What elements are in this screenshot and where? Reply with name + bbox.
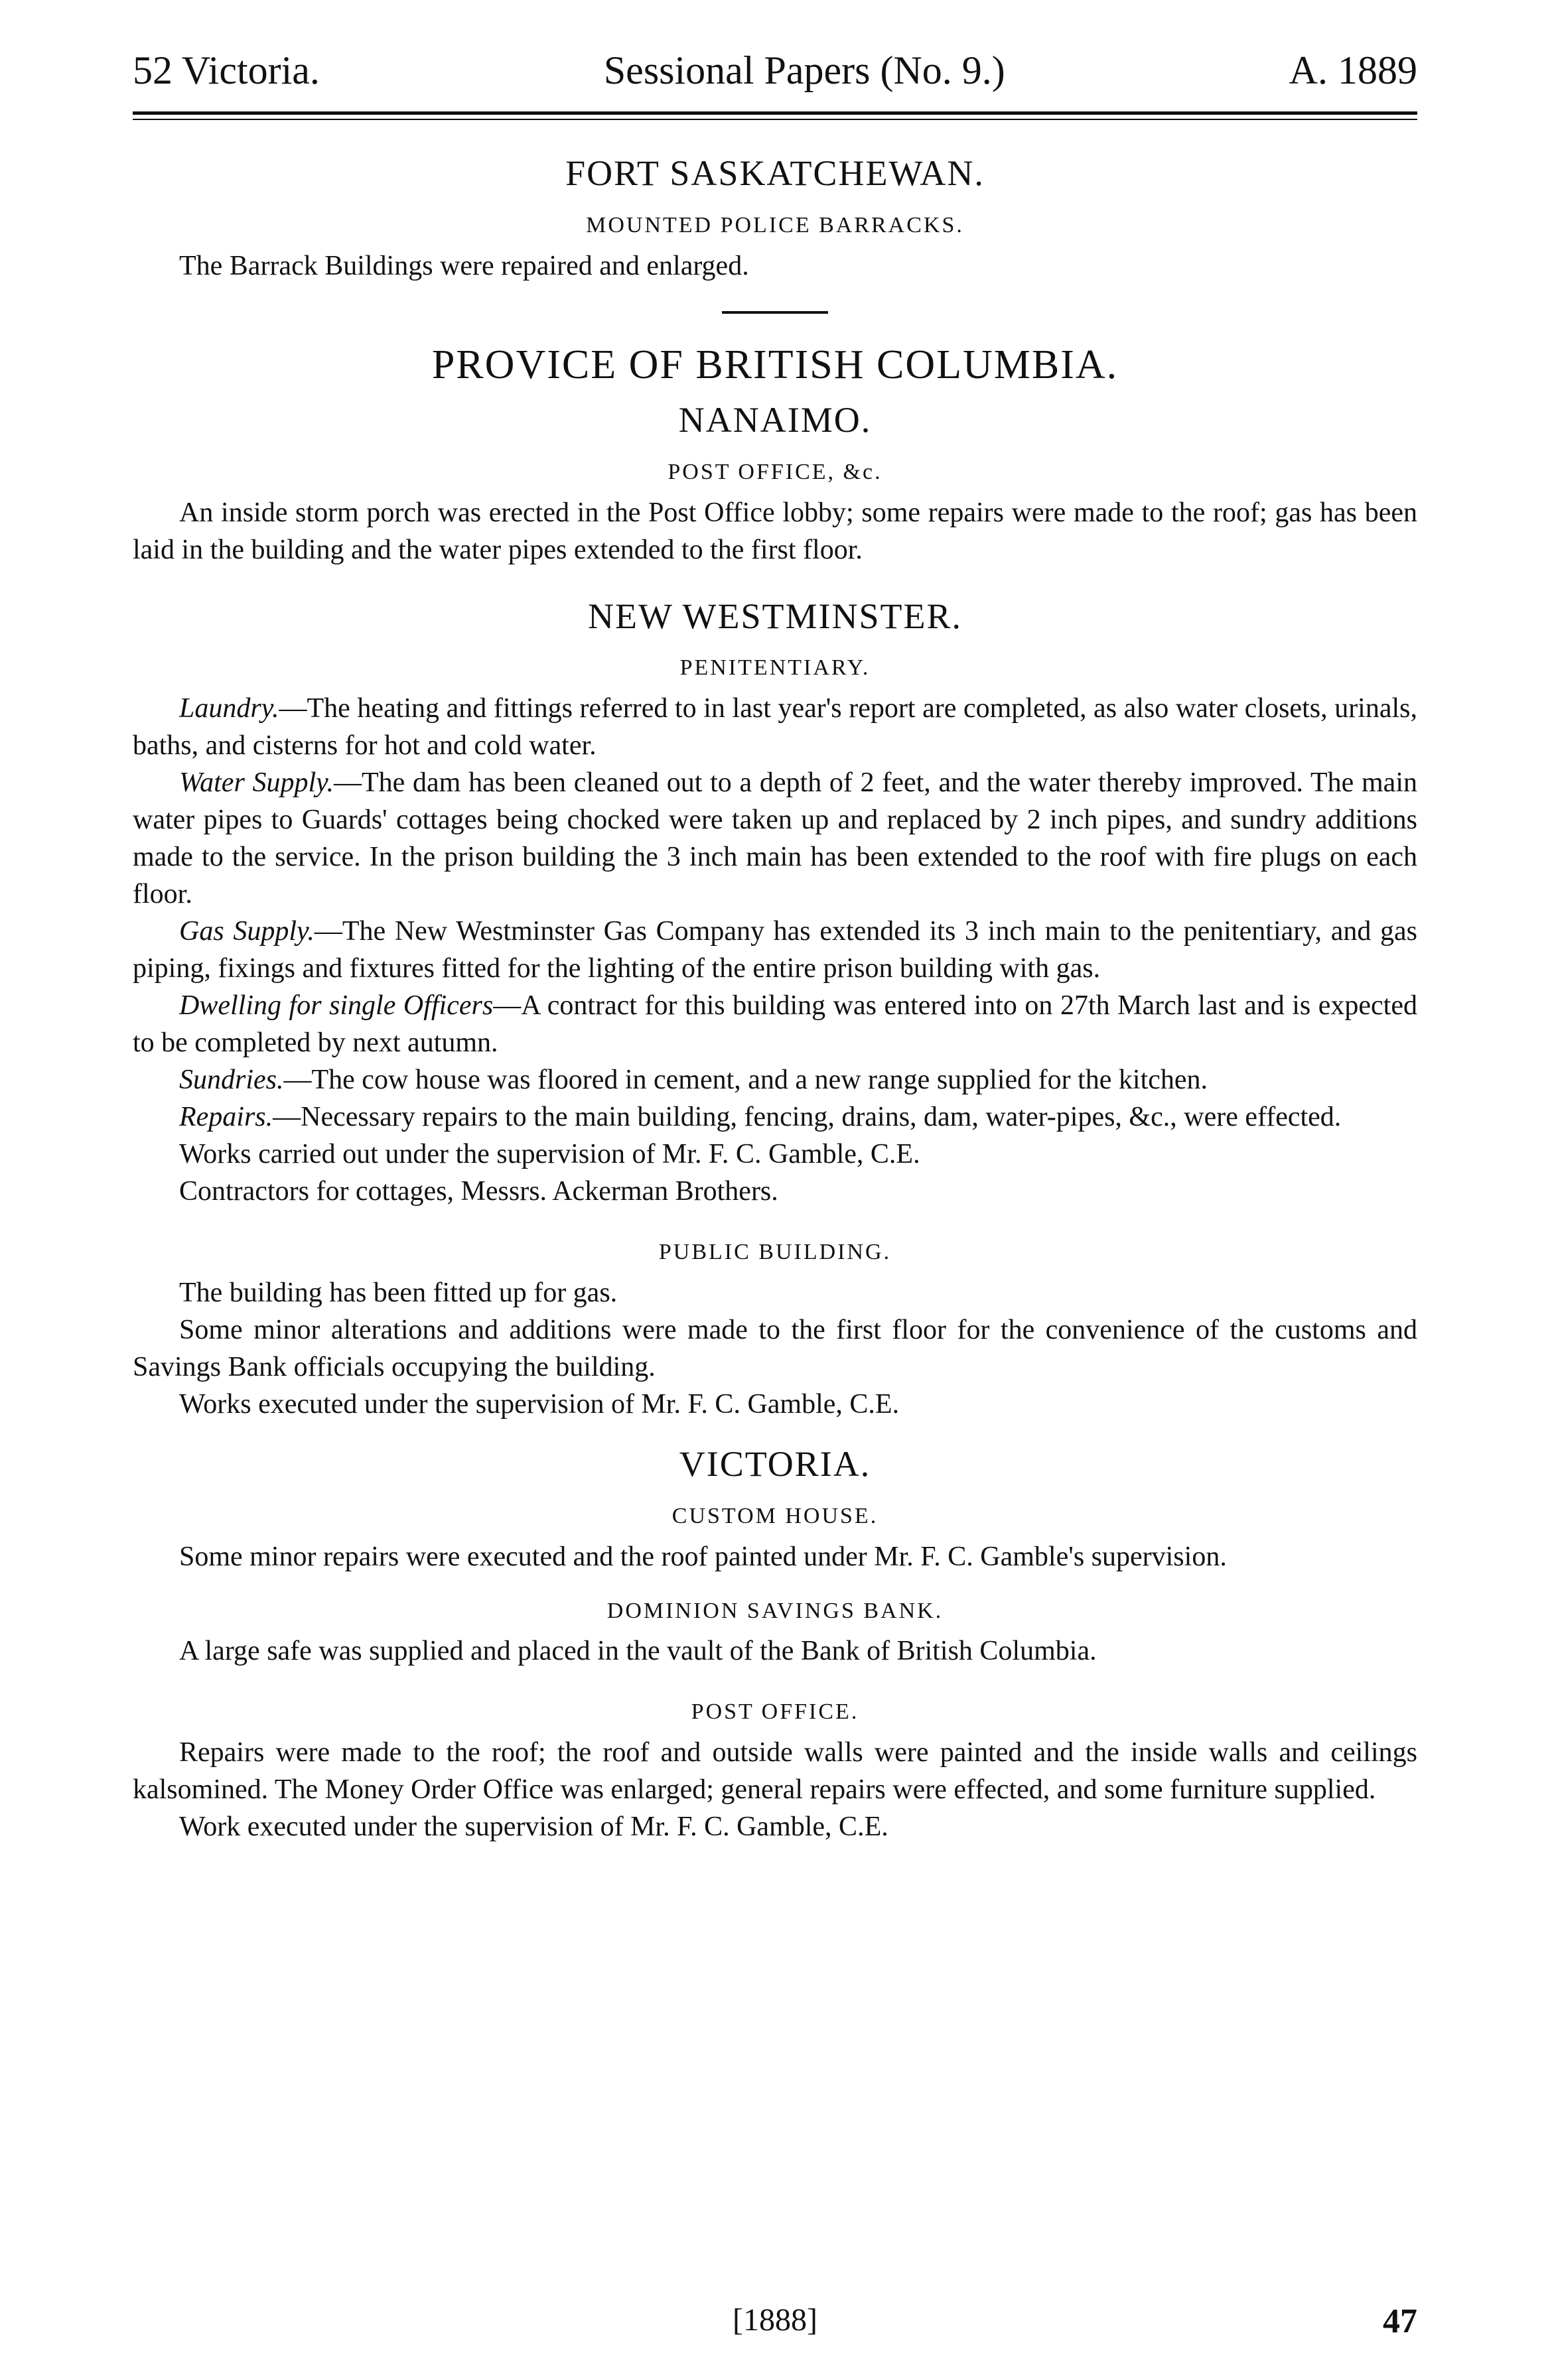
public-building-gas-paragraph: The building has been fitted up for gas.: [179, 1277, 618, 1308]
page-footer: [133, 2302, 1417, 2338]
victoria-post-office-heading: POST OFFICE.: [691, 1699, 859, 1725]
paragraph-lead: Sundries.: [179, 1065, 284, 1096]
paragraph-lead: Repairs.: [179, 1102, 273, 1133]
mounted-police-barracks-heading: MOUNTED POLICE BARRACKS.: [586, 212, 964, 237]
public-building-works-paragraph: Works executed under the supervision of Mr. F. C. Gamble, C.E.: [179, 1388, 900, 1420]
custom-house-heading: CUSTOM HOUSE.: [671, 1503, 879, 1528]
footer-year: [1888]: [733, 2302, 817, 2338]
fort-saskatchewan-text: The Barrack Buildings were repaired and enlarged.: [179, 250, 749, 281]
running-header: [133, 40, 1417, 94]
paragraph-lead: Laundry.: [179, 693, 279, 724]
header-double-rule: [133, 111, 1417, 120]
dwelling-paragraph: Dwelling for single Officers—A contract for this building was entered into on 27th March last and is expected to be completed by next autumn.: [133, 990, 1417, 1059]
savings-bank-heading: DOMINION SAVINGS BANK.: [606, 1598, 944, 1623]
water-supply-paragraph: Water Supply.—The dam has been cleaned out to a depth of 2 feet, and the water thereby improved. The main water pipes to Guards' cottages being chocked were taken up and replaced by 2 inch pipes, and sundry additions made to the service. In the prison building the 3 inch main has been extended to the roof with fire plugs on each floor.: [133, 767, 1417, 910]
sundries-paragraph: Sundries.—The cow house was floored in cement, and a new range supplied for the kitchen.: [179, 1065, 1208, 1096]
victoria-heading: VICTORIA.: [679, 1443, 871, 1484]
paragraph-lead: Dwelling for single Officers: [179, 990, 494, 1022]
header-sessional-papers: Sessional Papers (No. 9.): [603, 48, 1005, 92]
page-number: 47: [1383, 2302, 1417, 2340]
victoria-post-office-paragraph: Repairs were made to the roof; the roof and outside walls were painted and the inside walls and ceilings kalsomined. The Money Order Office was enlarged; general repairs were effected, and some furniture supplied.: [133, 1737, 1417, 1806]
victoria-post-office-works-paragraph: Work executed under the supervision of Mr. F. C. Gamble, C.E.: [179, 1812, 888, 1843]
fort-saskatchewan-heading: FORT SASKATCHEWAN.: [565, 153, 985, 193]
gas-supply-paragraph: Gas Supply.—The New Westminster Gas Company has extended its 3 inch main to the penitentiary, and gas piping, fixings and fixtures fitted for the lighting of the entire prison building with gas.: [133, 916, 1417, 984]
header-session: 52 Victoria.: [133, 48, 320, 92]
savings-bank-paragraph: A large safe was supplied and placed in the vault of the Bank of British Columbia.: [179, 1636, 1097, 1667]
paragraph-lead: Gas Supply.: [179, 916, 315, 947]
repairs-paragraph: Repairs.—Necessary repairs to the main building, fencing, drains, dam, water-pipes, &c., were effected.: [179, 1102, 1342, 1133]
header-year: A. 1889: [1289, 48, 1417, 92]
british-columbia-heading: PROVICE OF BRITISH COLUMBIA.: [431, 342, 1119, 387]
public-building-alterations-paragraph: Some minor alterations and additions were made to the first floor for the convenience of the customs and Savings Bank officials occupying the building.: [133, 1314, 1417, 1382]
public-building-heading: PUBLIC BUILDING.: [658, 1240, 892, 1265]
penitentiary-heading: PENITENTIARY.: [679, 655, 871, 681]
section-divider: [722, 311, 828, 314]
custom-house-paragraph: Some minor repairs were executed and the roof painted under Mr. F. C. Gamble's supervision.: [179, 1541, 1227, 1572]
works-supervision-paragraph: Works carried out under the supervision of Mr. F. C. Gamble, C.E.: [179, 1139, 920, 1170]
paragraph-lead: Water Supply.: [179, 767, 334, 799]
nanaimo-text: An inside storm porch was erected in the Post Office lobby; some repairs were made to the roof; gas has been laid in the building and the water pipes extended to the first floor.: [133, 497, 1417, 565]
new-westminster-heading: NEW WESTMINSTER.: [588, 596, 962, 636]
laundry-paragraph: Laundry.—The heating and fittings referred to in last year's report are completed, as also water closets, urinals, baths, and cisterns for hot and cold water.: [133, 693, 1417, 761]
nanaimo-post-office-heading: POST OFFICE, &c.: [668, 459, 882, 484]
contractors-paragraph: Contractors for cottages, Messrs. Ackerman Brothers.: [179, 1176, 778, 1207]
nanaimo-heading: NANAIMO.: [678, 399, 872, 440]
